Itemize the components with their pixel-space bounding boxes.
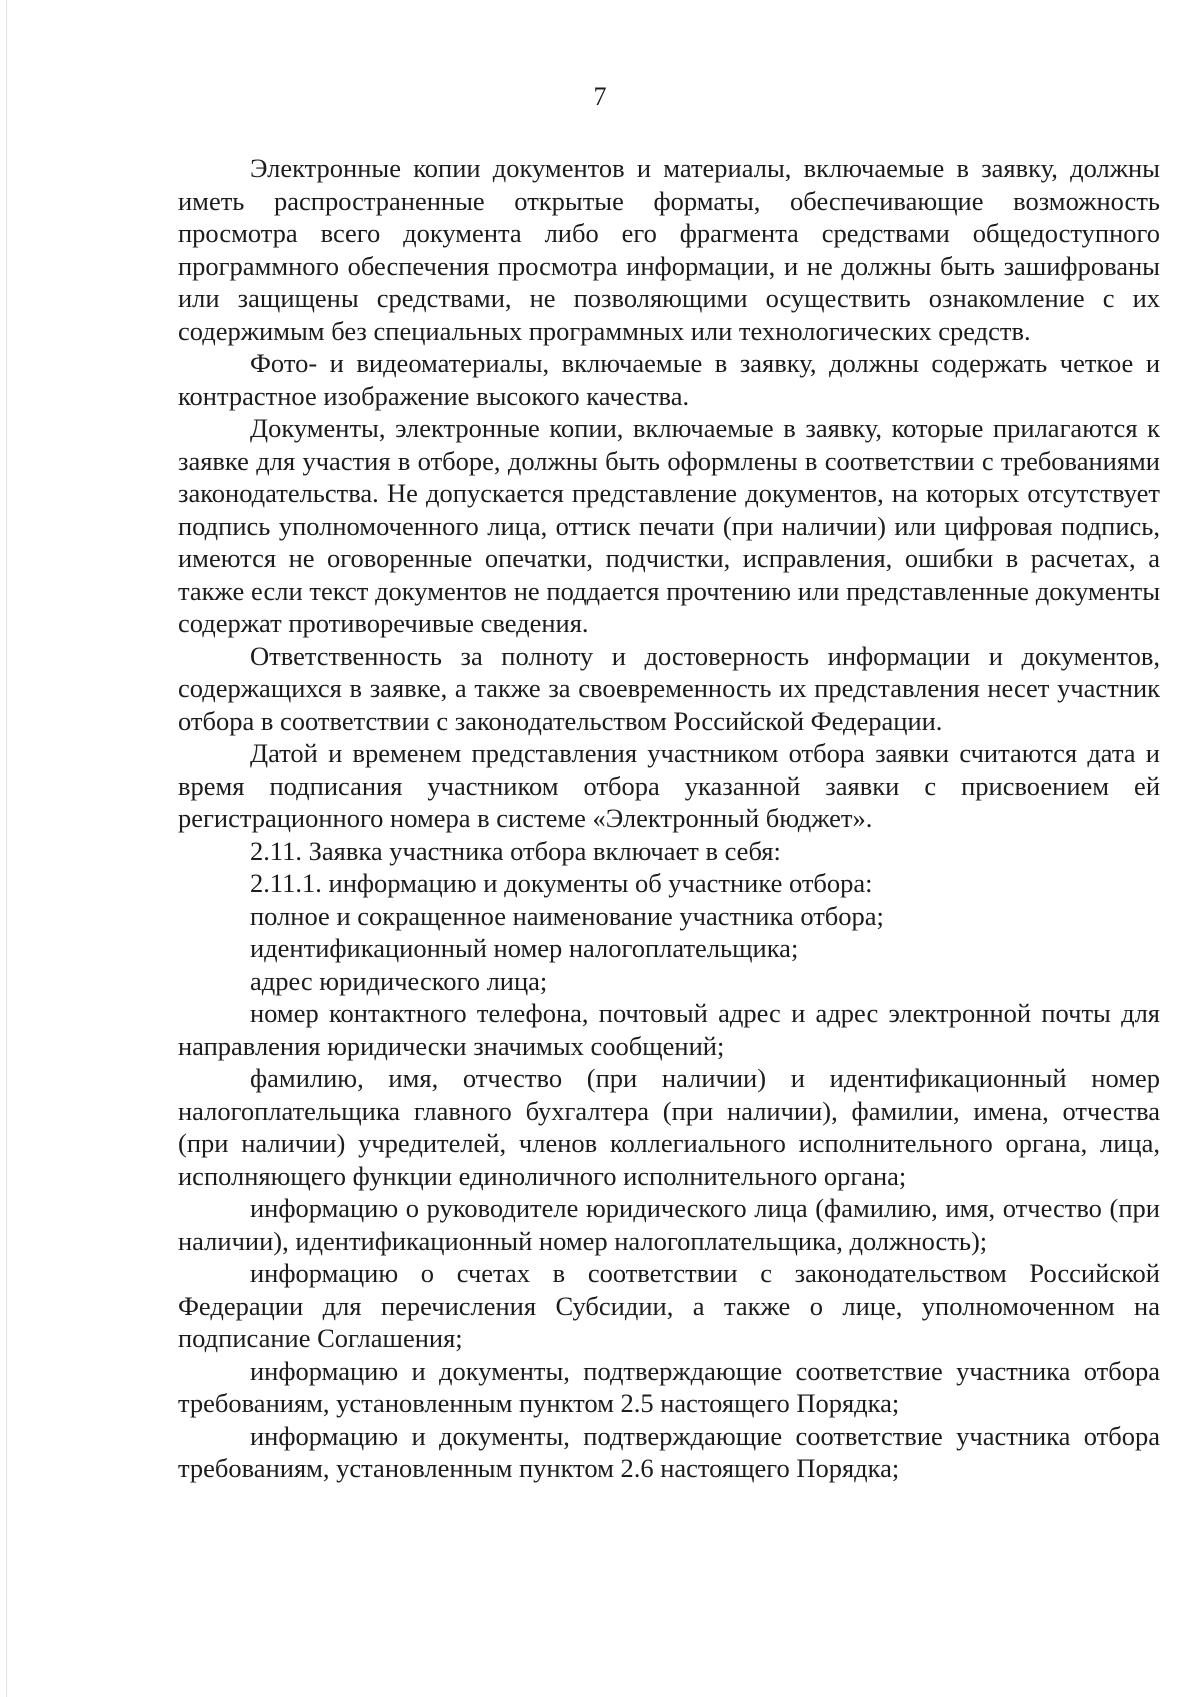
paragraph-responsibility: Ответственность за полноту и достоверность информации и документов, содержащихся в заявке, а также за своевременность их представления несет участник отбора в соответствии с законодательством Российской Федерации. bbox=[178, 640, 1160, 736]
list-item-chief-accountant: фамилию, имя, отчество (при наличии) и идентификационный номер налогоплательщика главного бухгалтера (при наличии), фамилии, имена, отчества (при наличии) учредителей, членов коллегиального исполнительного органа, лица, исполняющего функции единоличного исполнительного органа; bbox=[178, 1063, 1160, 1191]
document-body bbox=[178, 152, 1160, 1485]
list-item-legal-address: адрес юридического лица; bbox=[250, 965, 548, 996]
list-item-requirements-2-6: информацию и документы, подтверждающие соответствие участника отбора требованиям, установленным пунктом 2.6 настоящего Порядка; bbox=[178, 1420, 1160, 1483]
paragraph-submission-date: Датой и временем представления участником отбора заявки считаются дата и время подписания участником отбора указанной заявки с присвоением ей регистрационного номера в системе «Электронный бюджет». bbox=[178, 738, 1160, 833]
list-item-head-info: информацию о руководителе юридического лица (фамилию, имя, отчество (при наличии), идентификационный номер налогоплательщика, должность); bbox=[178, 1193, 1160, 1256]
paragraph-section-2-11: 2.11. Заявка участника отбора включает в себя: bbox=[250, 835, 781, 866]
scan-edge-line bbox=[6, 0, 7, 1697]
paragraph-section-2-11-1: 2.11.1. информацию и документы об участнике отбора: bbox=[250, 868, 873, 898]
list-item-requirements-2-5: информацию и документы, подтверждающие соответствие участника отбора требованиям, установленным пунктом 2.5 настоящего Порядка; bbox=[178, 1355, 1160, 1418]
list-item-inn: идентификационный номер налогоплательщика; bbox=[250, 933, 799, 963]
paragraph-documents-requirements: Документы, электронные копии, включаемые в заявку, которые прилагаются к заявке для участия в отборе, должны быть оформлены в соответствии с требованиями законодательства. Не допускается представление документов, на которых отсутствует подпись уполномоченного лица, оттиск печати (при наличии) или цифровая подпись, имеются не оговоренные опечатки, подчистки, исправления, ошибки в расчетах, а также если текст документов не поддается прочтению или представленные документы содержат противоречивые сведения. bbox=[178, 413, 1160, 638]
list-item-full-name: полное и сокращенное наименование участника отбора; bbox=[250, 900, 884, 931]
paragraph-electronic-copies: Электронные копии документов и материалы, включаемые в заявку, должны иметь распространенные открытые форматы, обеспечивающие возможность просмотра всего документа либо его фрагмента средствами общедоступного программного обеспечения просмотра информации, и не должны быть зашифрованы или защищены средствами, не позволяющими осуществить ознакомление с их содержимым без специальных программных или технологических средств. bbox=[178, 153, 1160, 346]
list-item-accounts-info: информацию о счетах в соответствии с законодательством Российской Федерации для перечисления Субсидии, а также о лице, уполномоченном на подписание Соглашения; bbox=[178, 1258, 1160, 1353]
page-number: 7 bbox=[593, 82, 607, 111]
list-item-contacts: номер контактного телефона, почтовый адрес и адрес электронной почты для направления юридически значимых сообщений; bbox=[178, 998, 1160, 1061]
paragraph-photo-video: Фото- и видеоматериалы, включаемые в заявку, должны содержать четкое и контрастное изображение высокого качества. bbox=[178, 348, 1160, 411]
